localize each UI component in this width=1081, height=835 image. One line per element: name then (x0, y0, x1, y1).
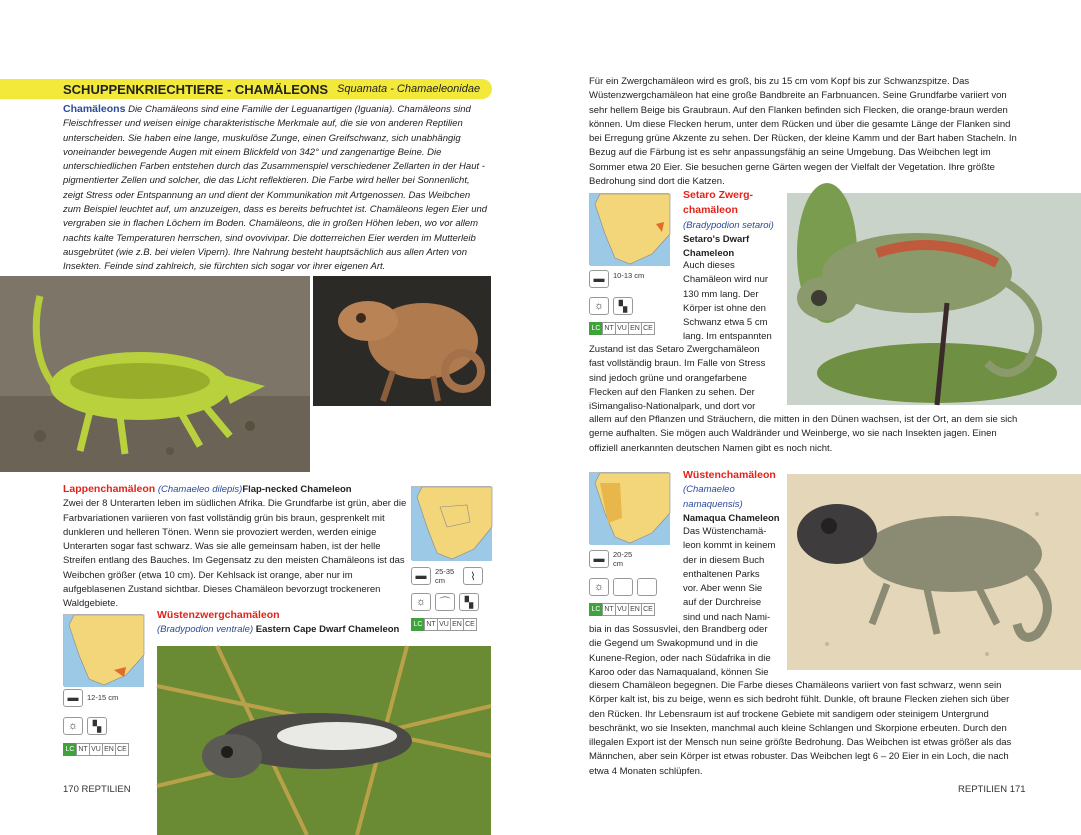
photo-namaqua-chameleon (787, 474, 1081, 670)
namaqua-name: Wüstenchamäleon (683, 469, 776, 481)
status-lc: LC (63, 743, 77, 756)
setaro-line: Flecken auf den Flanken zu sehen. Der (589, 386, 755, 398)
range-map-namaqua (589, 472, 669, 544)
setaro-wide-text (589, 343, 785, 415)
setaro-line: fast vollständig braun. Im Falle von Stress (589, 358, 766, 370)
namaqua-line: enthaltenen Parks (683, 568, 760, 580)
sun-icon: ☼ (589, 297, 609, 315)
photo-flap-necked-chameleon-brown (313, 276, 491, 406)
blank-icon (637, 578, 657, 596)
wuestenzwerg-size-row (63, 689, 118, 707)
status-ce: CE (463, 618, 477, 631)
namaqua-line: der in diesem Buch (683, 554, 765, 566)
lappen-text: Zwei der 8 Unterarten leben im südlichen Afrika. Die Grundfarbe ist grün, aber die Farbvariationen variieren von fast vollständig grün bis braun, gesprenkelt mit dunkleren und helleren Tönen. Wenn sie provoziert werden, werden einige Unterarten sogar fast schwarz. Was sie alle gemeinsam haben, ist der helle Streifen entlang des Bauches. Im Gegensatz zu den meisten Chamäleons ist das Weibchen größer (etwa 10 cm). Der Kehlsack ist orange, aber nur im aufgeblasenen Zustand sichtbar. Dieses Chamäleon bevorzugt trockeneren Waldgebiete. (63, 498, 407, 610)
status-lc: LC (589, 603, 603, 616)
namaqua-line: die Gegend um Swakopmund und in die (589, 638, 759, 650)
lappen-latin: (Chamaeleo dilepis) (157, 484, 243, 495)
status-en: EN (628, 322, 642, 335)
namaqua-activity-row (589, 578, 657, 596)
setaro-english-1: Setaro's Dwarf (683, 233, 750, 245)
photo-setaro-chameleon (787, 193, 1081, 405)
status-nt: NT (424, 618, 438, 631)
setaro-english-2: Chameleon (683, 248, 735, 260)
wuestenzwerg-activity-row (63, 717, 107, 735)
wuestenzwerg-status (63, 743, 128, 756)
mammal-icon: ▚ (87, 717, 107, 735)
mammal-icon: ▚ (459, 593, 479, 611)
setaro-size: 10-13 cm (613, 271, 645, 280)
status-en: EN (450, 618, 464, 631)
intro-paragraph (63, 102, 490, 273)
setaro-line: Chamäleon wird nur (683, 274, 769, 286)
section-title: SCHUPPENKRIECHTIERE - CHAMÄLEONS (63, 82, 329, 97)
status-vu: VU (89, 743, 103, 756)
status-vu: VU (615, 322, 629, 335)
section-latin: Squamata - Chamaeleonidae (337, 83, 481, 95)
status-nt: NT (602, 322, 616, 335)
setaro-full-text: allem auf den Pflanzen und Sträuchern, die mitten in den Dünen wachsen, ist der Ort, an dem sie sich gerne aufhalten. Sie mögen auch Waldränder und Weinberge, wo sie nach Insekten jagen. Einen offiziell anerkannten deutschen Namen gibt es noch nicht. (589, 414, 1018, 454)
setaro-line: lang. Im entspannten (683, 331, 772, 343)
namaqua-english: Namaqua Chameleon (683, 512, 780, 524)
section-header (0, 79, 492, 99)
namaqua-line: vor. Aber wenn Sie (683, 583, 763, 595)
size-icon: ▬ (411, 567, 431, 585)
setaro-name-2: chamäleon (683, 204, 738, 217)
setaro-line: 130 mm lang. Der (683, 288, 759, 300)
wuestenzwerg-heading (157, 608, 491, 638)
range-map-setaro (589, 193, 669, 265)
lappen-name: Lappenchamäleon (63, 483, 156, 495)
setaro-line: Körper ist ohne den (683, 302, 766, 314)
wuestenzwerg-size: 12-15 cm (87, 693, 119, 702)
setaro-latin: (Bradypodion setaroi) (683, 219, 774, 231)
namaqua-column-text (683, 525, 785, 625)
namaqua-line: Das Wüstenchamä- (683, 526, 767, 537)
namaqua-line: sind und nach Nami- (683, 611, 771, 623)
namaqua-status (589, 603, 654, 616)
status-vu: VU (615, 603, 629, 616)
namaqua-size: 20-25 cm (613, 550, 633, 568)
namaqua-wide-text (589, 623, 785, 681)
wuestenzwerg-latin: (Bradypodion ventrale) (157, 624, 254, 636)
namaqua-line: auf der Durchreise (683, 597, 762, 609)
habitat-grass-icon: ⌇ (463, 567, 483, 585)
size-icon: ▬ (63, 689, 83, 707)
namaqua-heading (683, 468, 785, 528)
bird-icon: ⌒ (435, 593, 455, 611)
namaqua-line: Karoo oder das Namaqualand, können Sie (589, 666, 769, 678)
right-top-text: Für ein Zwergchamäleon wird es groß, bis zu 15 cm vom Kopf bis zur Schwanzspitze. Das Wüstenzwergchamäleon hat eine große Bandbreite an Farbnuancen. Seine Grundfarbe variiert von sehr hellem Beige bis Graubraun. Auf den Flanken befinden sich Flecken, die orange-braun werden können. Um diese Flecken herum, unter dem Rücken und über die gesamte Länge der Flanken sind bei Erregung grüne Akzente zu sehen. Der Rücken, der kleine Kamm und der Bart haben Stacheln. In Bezug auf die Färbung ist es sehr anpassungsfähig an seine Umgebung. Das Weibchen legt im Sommer etwa 20 Eier. Sie besuchen gerne Gärten wegen der Vielfalt der Vegetation. Ihre größte Bedrohung sind dort die Katzen. (589, 76, 1017, 188)
status-vu: VU (437, 618, 451, 631)
lappen-section (63, 482, 408, 610)
wuestenzwerg-name: Wüstenzwergchamäleon (157, 609, 280, 621)
footer-left: 170 REPTILIEN (63, 784, 131, 795)
photo-wuestenzwerg-chameleon (157, 646, 491, 835)
sun-icon: ☼ (63, 717, 83, 735)
sun-icon: ☼ (411, 593, 431, 611)
intro-text: Die Chamäleons sind eine Familie der Leguanartigen (Iguania). Chamäleons sind Fleischfresser und weisen einige charakteristische Merkmale auf, die sie von anderen Reptilien unterscheiden. Sie haben eine lange, muskulöse Zunge, einen Greifschwanz, sich unabhängig voneinander bewegende Augen mit einem Blickfeld von 342° und zangenartige Beine. Die unterschiedlichen Farben entstehen durch das Zusammenspiel verschiedener Zellarten in der Haut - pigmentierter Zellen und solcher, die das Licht reflektieren. Die Farbe wird heller bei Sonnenlicht, zeigt Stress oder Entspannung an und dient der Kommunikation mit Artgenossen. Das Weibchen zum Beispiel leuchtet auf, um anzuzeigen, dass es bereits befruchtet ist. Chamäleons legen Eier und vergraben sie in flachen Löchern im Boden. Chamäleons, die in großen Höhen leben, wo vor allem nachts kalte Temperaturen herrschen, sind ovovivipar. Die dotterreichen Eier werden im Mutterleib ausgebrütet (wie z.B. bei vielen Vipern). Ihre Nahrung besteht hauptsächlich aus allen Arten von Insekten. Feinde sind zahlreich, sie fürchten sich sogar vor ihrer eigenen Art. (63, 104, 488, 273)
blank-icon (613, 578, 633, 596)
intro-label: Chamäleons (63, 103, 126, 115)
status-ce: CE (115, 743, 129, 756)
status-nt: NT (76, 743, 90, 756)
lappen-size-row (411, 567, 483, 585)
status-ce: CE (641, 322, 655, 335)
setaro-column-text (683, 259, 785, 345)
namaqua-full-text: diesem Chamäleon begegnen. Die Farbe dieses Chamäleons variiert von fast schwarz, wenn sein Körper kalt ist, bis zu beige, wenn es sich bedroht fühlt. Dunkle, oft braune Flecken ziehen sich über den Rücken. Ihr Lebensraum ist auf trockene Gebiete mit sandigem oder steinigem Untergrund beschränkt, wo sie Insekten, manchmal auch kleine Schlangen und Skorpione erbeuten. Durch den illegalen Export ist der Mensch nun seine größte Bedrohung. Das Weibchen ist etwas größer als das Männchen, aber sein Körper ist etwas robuster. Das Weibchen legt 6 – 20 Eier in ein Loch, die nach etwa 4 Monaten schlüpfen. (589, 680, 1012, 777)
range-map-wuestenzwerg (63, 614, 143, 686)
setaro-line: Zustand ist das Setaro Zwergchamäleon (589, 344, 760, 355)
namaqua-line: bia in das Sossusvlei, den Brandberg oder (589, 624, 768, 635)
setaro-heading (683, 188, 785, 262)
status-lc: LC (411, 618, 425, 631)
wuestenzwerg-english: Eastern Cape Dwarf Chameleon (255, 624, 400, 636)
photo-flap-necked-chameleon (0, 276, 310, 472)
status-lc: LC (589, 322, 603, 335)
status-ce: CE (641, 603, 655, 616)
lappen-english: Flap-necked Chameleon (242, 484, 352, 495)
namaqua-line: leon kommt in keinem (683, 540, 776, 552)
status-nt: NT (602, 603, 616, 616)
footer-right: REPTILIEN 171 (958, 784, 1026, 795)
mammal-icon: ▚ (613, 297, 633, 315)
range-map-lappen (411, 486, 491, 560)
setaro-line: Auch dieses (683, 260, 735, 271)
size-icon: ▬ (589, 550, 609, 568)
status-en: EN (102, 743, 116, 756)
setaro-status (589, 322, 654, 335)
namaqua-size-row (589, 550, 637, 568)
sun-icon: ☼ (589, 578, 609, 596)
setaro-name-1: Setaro Zwerg- (683, 189, 754, 201)
setaro-size-row (589, 270, 644, 288)
setaro-activity-row (589, 297, 633, 315)
setaro-line: iSimangaliso-Nationalpark, und dort vor (589, 401, 756, 413)
namaqua-latin-1: (Chamaeleo (683, 484, 735, 496)
setaro-line: Schwanz etwa 5 cm (683, 317, 768, 329)
setaro-line: sind jedoch grüne und orangefarbene (589, 372, 747, 384)
namaqua-line: Kunene-Region, oder nach Südafrika in die (589, 652, 771, 664)
lappen-size: 25-35 cm (435, 567, 455, 585)
namaqua-latin-2: namaquensis) (683, 498, 743, 510)
size-icon: ▬ (589, 270, 609, 288)
status-en: EN (628, 603, 642, 616)
